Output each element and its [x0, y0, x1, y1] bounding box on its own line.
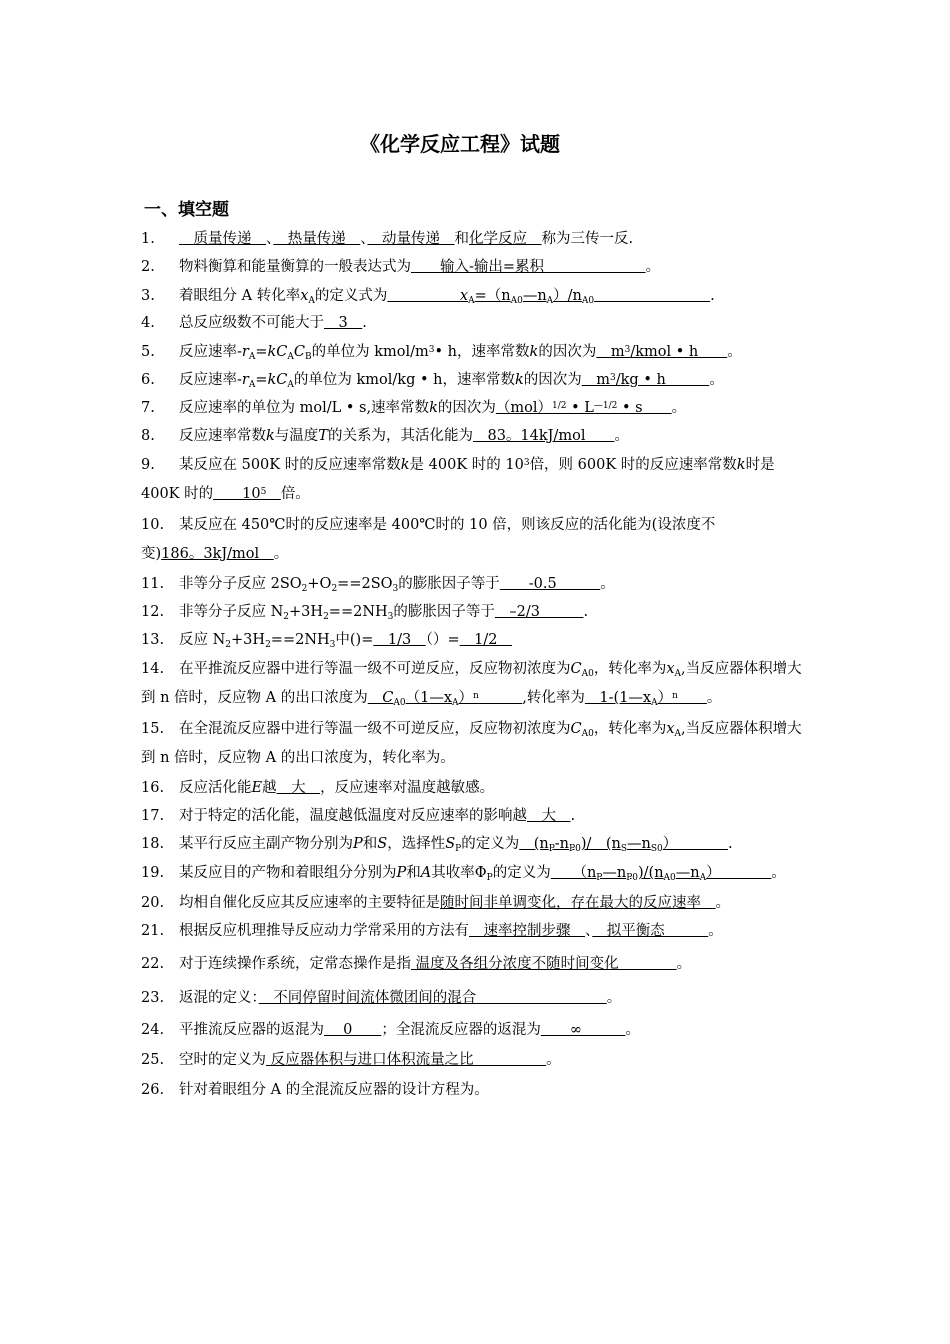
question-1 — [141, 226, 809, 252]
question-text: ==2SO — [337, 576, 393, 592]
variable: r — [241, 344, 249, 360]
question-text: （）= — [425, 632, 460, 648]
variable: E — [251, 780, 263, 796]
superscript: n — [473, 691, 479, 701]
answer-text: （n — [550, 865, 597, 881]
subscript: A0 — [663, 873, 676, 883]
question-text: +3H — [231, 632, 266, 648]
answer-text: ）/n — [553, 288, 582, 304]
question-25 — [141, 1047, 809, 1073]
answer-text: （mol） — [495, 400, 552, 416]
variable: C — [570, 721, 582, 737]
question-text: 的因次为 — [437, 400, 496, 416]
question-text: 。 — [625, 1022, 640, 1038]
answer-blank — [213, 486, 281, 502]
subscript: A — [546, 296, 554, 306]
answer-text: m — [581, 372, 611, 388]
question-text: 反应速率- — [179, 344, 242, 360]
question-text: 的膨胀因子等于 — [398, 576, 500, 592]
variable: k — [514, 372, 524, 388]
subscript: A — [468, 296, 475, 306]
question-text: ，反应速率对温度越敏感。 — [320, 780, 495, 796]
question-16 — [141, 775, 809, 801]
subscript: A — [674, 669, 682, 679]
question-text: 和 — [362, 836, 378, 852]
answer-blank: -0.5 — [499, 576, 601, 592]
question-text: 和 — [406, 865, 421, 881]
answer-text: )/ (n — [580, 836, 621, 852]
answer-text: 10 — [213, 486, 261, 502]
answer-blank — [596, 344, 727, 360]
question-text: ,转化率为 — [522, 690, 585, 706]
question-text: 的单位为 kmol/kg • h，速率常数 — [293, 372, 515, 388]
question-text: 。 — [709, 372, 724, 388]
subscript: P — [486, 873, 493, 883]
superscript: 3 — [428, 345, 435, 355]
answer-blank: 3 — [324, 315, 363, 331]
superscript: n — [672, 691, 678, 701]
question-text: 的关系为，其活化能为 — [327, 428, 473, 444]
subscript: P0 — [569, 844, 581, 854]
answer-text — [594, 288, 710, 304]
superscript: 1/2 — [551, 401, 567, 411]
subscript: P — [596, 873, 603, 883]
answer-blank: 186。3kJ/mol — [161, 546, 274, 562]
question-text: 。 — [671, 400, 687, 416]
answer-text: /kmol • h — [630, 344, 728, 360]
answer-text: ） — [706, 865, 772, 881]
answer-text: m — [596, 344, 625, 360]
question-text: . — [570, 808, 576, 824]
question-text: ==2NH — [328, 604, 388, 620]
question-text: . — [362, 315, 367, 331]
answer-text: ） — [657, 690, 673, 706]
question-text: ，选择性 — [387, 836, 446, 852]
subscript: A — [452, 698, 459, 708]
answer-text: =（n — [474, 288, 511, 304]
question-text: 时是 400K 时的 — [141, 457, 775, 502]
answer-blank — [585, 690, 707, 706]
answer-blank — [368, 690, 523, 706]
answer-blank: ∞ — [540, 1022, 626, 1038]
answer-blank — [387, 288, 710, 304]
question-number: 18. — [141, 836, 165, 852]
answer-text: • L — [566, 400, 594, 416]
question-text: 的定义为 — [461, 836, 520, 852]
question-number: 24. — [141, 1022, 165, 1038]
question-2 — [141, 254, 809, 280]
question-number: 10. — [141, 517, 165, 533]
question-text: 根据反应机理推导反应动力学常采用的方法有 — [179, 923, 469, 939]
question-text: 总反应级数不可能大于 — [179, 315, 324, 331]
answer-blank — [551, 865, 772, 881]
question-text: 。 — [715, 895, 730, 911]
subscript: A0 — [581, 729, 594, 739]
subscript: P — [548, 844, 555, 854]
question-text: 的定义为 — [492, 865, 551, 881]
question-text: 倍，则 600K 时的反应速率常数 — [529, 457, 737, 473]
variable: x — [666, 721, 675, 737]
question-text: 称为三传一反. — [541, 231, 634, 247]
question-text: 的单位为 kmol/m — [311, 344, 429, 360]
answer-text: —n — [602, 865, 627, 881]
question-text: 与温度 — [274, 428, 319, 444]
question-10 — [141, 511, 809, 569]
question-text: 物料衡算和能量衡算的一般表达式为 — [179, 259, 411, 275]
subscript: P0 — [626, 873, 638, 883]
variable: C — [293, 344, 305, 360]
question-21 — [141, 918, 809, 944]
question-text: 某反应在 450℃时的反应速率是 400℃时的 10 倍，则该反应的活化能为(设浓度不变) — [141, 517, 716, 562]
question-text: 中()= — [335, 632, 374, 648]
answer-blank: 温度及各组分浓度不随时间变化 — [411, 956, 677, 972]
subscript: 3 — [329, 640, 336, 650]
document-title: 《化学反应工程》试题 — [360, 132, 560, 156]
question-number: 20. — [141, 895, 165, 911]
variable: k — [429, 400, 438, 416]
question-text: 和 — [454, 231, 469, 247]
answer-blank: 化学反应 — [469, 231, 542, 247]
question-text: 、 — [266, 231, 274, 247]
question-text: = — [255, 372, 268, 388]
answer-text: —n — [522, 288, 547, 304]
question-text: 反应活化能 — [179, 780, 252, 796]
question-3 — [141, 283, 809, 309]
question-7 — [141, 395, 809, 421]
subscript: S0 — [650, 844, 663, 854]
question-13 — [141, 627, 809, 653]
question-text: ，转化率为 — [593, 661, 667, 677]
subscript: 2 — [283, 612, 290, 622]
subscript: A — [248, 380, 256, 390]
question-text: 越 — [262, 780, 277, 796]
question-text: 。 — [676, 956, 692, 972]
question-text: ,当反应器体积增大到 n 倍时，反应物 A 的出口浓度为，转化率为。 — [141, 721, 802, 766]
answer-blank: –2/3 — [494, 604, 584, 620]
answer-text: x — [387, 288, 469, 304]
answer-blank: 输入-输出=累积 — [411, 259, 646, 275]
question-8 — [141, 423, 809, 449]
subscript: S — [620, 844, 628, 854]
variable: r — [241, 372, 249, 388]
question-11 — [141, 571, 809, 597]
variable: k — [266, 428, 275, 444]
question-text: 的定义式为 — [314, 288, 388, 304]
question-23 — [141, 985, 809, 1011]
variable: S — [445, 836, 456, 852]
superscript: 3 — [624, 345, 631, 355]
question-text: ，转化率为 — [593, 721, 667, 737]
answer-blank — [496, 400, 672, 416]
question-6 — [141, 367, 809, 393]
subscript: A — [287, 380, 294, 390]
question-number: 7. — [141, 400, 155, 416]
subscript: 2 — [331, 584, 338, 594]
question-number: 17. — [141, 808, 165, 824]
subscript: B — [305, 352, 312, 362]
superscript: 3 — [523, 458, 530, 468]
question-text: 。 — [708, 923, 723, 939]
answer-text: ） — [458, 690, 473, 706]
question-18 — [141, 831, 809, 857]
subscript: 2 — [323, 612, 329, 622]
question-text: 在平推流反应器中进行等温一级不可逆反应，反应物初浓度为 — [179, 661, 571, 677]
superscript: 5 — [260, 487, 267, 497]
question-number: 14. — [141, 661, 165, 677]
question-14 — [141, 655, 809, 713]
question-text: 。 — [606, 990, 622, 1006]
question-text: . — [728, 836, 733, 852]
question-number: 4. — [141, 315, 155, 331]
answer-blank: 1/2 — [459, 632, 512, 648]
superscript: —1/2 — [593, 401, 618, 411]
question-number: 6. — [141, 372, 155, 388]
question-number: 3. — [141, 288, 155, 304]
question-text: 反应速率- — [179, 372, 242, 388]
question-text: 。 — [706, 690, 722, 706]
subscript: 2 — [265, 640, 271, 650]
answer-text: )/ — [638, 865, 649, 881]
question-text: 返混的定义： — [179, 990, 259, 1006]
question-number: 26. — [141, 1082, 165, 1098]
question-number: 13. — [141, 632, 165, 648]
question-text: 。 — [727, 344, 742, 360]
subscript: A — [308, 296, 315, 306]
answer-blank: 反应器体积与进口体积流量之比 — [266, 1052, 547, 1068]
answer-text: ） — [662, 836, 729, 852]
question-text: ,当反应器体积增大到 n 倍时，反应物 A 的出口浓度为 — [141, 661, 802, 706]
question-number: 23. — [141, 990, 165, 1006]
variable: kC — [267, 372, 288, 388]
answer-blank: 热量传递 — [273, 231, 361, 247]
question-text: 非等分子反应 N — [179, 604, 284, 620]
answer-text: —n — [675, 865, 700, 881]
answer-text: • s — [617, 400, 672, 416]
answer-text — [266, 486, 281, 502]
question-text: 。 — [614, 428, 629, 444]
answer-text: (n — [519, 836, 549, 852]
question-text: +3H — [289, 604, 324, 620]
question-number: 11. — [141, 576, 165, 592]
question-text: 反应 N — [179, 632, 226, 648]
question-22 — [141, 951, 809, 977]
question-text: 反应速率的单位为 mol/L • s,速率常数 — [179, 400, 430, 416]
question-text: 。 — [546, 1052, 561, 1068]
subscript: A — [651, 698, 658, 708]
answer-blank: 质量传递 — [179, 231, 266, 247]
answer-text — [479, 690, 523, 706]
question-24 — [141, 1017, 809, 1043]
question-text: 着眼组分 A 转化率 — [179, 288, 301, 304]
subscript: A — [674, 729, 682, 739]
question-text: . — [583, 604, 589, 620]
question-9 — [141, 451, 809, 509]
answer-blank — [582, 372, 710, 388]
subscript: 3 — [392, 584, 399, 594]
question-text: 反应速率常数 — [179, 428, 266, 444]
superscript: 3 — [610, 373, 616, 383]
question-text: 。 — [600, 576, 615, 592]
question-text: 是 400K 时的 10 — [409, 457, 524, 473]
question-number: 16. — [141, 780, 165, 796]
answer-blank: 随时间非单调变化，存在最大的反应速率 — [440, 895, 716, 911]
question-number: 15. — [141, 721, 165, 737]
variable: k — [400, 457, 410, 473]
question-number: 2. — [141, 259, 155, 275]
question-text: 在全混流反应器中进行等温一级不可逆反应，反应物初浓度为 — [179, 721, 571, 737]
answer-text: C — [367, 690, 394, 706]
question-text: +O — [307, 576, 332, 592]
question-number: 21. — [141, 923, 165, 939]
subscript: A0 — [581, 669, 594, 679]
subscript: P — [455, 844, 462, 854]
question-text: 。 — [771, 865, 786, 881]
answer-blank: 83。14kJ/mol — [472, 428, 615, 444]
answer-text: -n — [554, 836, 570, 852]
answer-blank: 大 — [527, 808, 571, 824]
question-text: 对于连续操作系统，定常态操作是指 — [179, 956, 411, 972]
question-17 — [141, 803, 809, 829]
question-text: 。 — [645, 259, 661, 275]
answer-blank: 1/3 — [373, 632, 426, 648]
question-text: 、 — [585, 923, 593, 939]
answer-text: /kg • h — [615, 372, 710, 388]
question-text: = — [255, 344, 268, 360]
question-text: 均相自催化反应其反应速率的主要特征是 — [179, 895, 440, 911]
variable: P — [396, 865, 407, 881]
question-number: 22. — [141, 956, 165, 972]
variable: S — [377, 836, 388, 852]
answer-blank: 速率控制步骤 — [469, 923, 585, 939]
variable: k — [529, 344, 539, 360]
subscript: 2 — [301, 584, 308, 594]
question-text: 倍。 — [280, 486, 310, 502]
section-heading: 一、填空题 — [144, 200, 229, 220]
answer-blank: 大 — [276, 780, 321, 796]
subscript: 3 — [387, 612, 394, 622]
question-number: 12. — [141, 604, 165, 620]
question-15 — [141, 715, 809, 773]
answer-text — [678, 690, 707, 706]
answer-blank: 0 — [324, 1022, 382, 1038]
answer-blank: 不同停留时间流体微团间的混合 — [258, 990, 607, 1006]
question-5 — [141, 339, 809, 365]
question-text: 的因次为 — [523, 372, 582, 388]
question-number: 8. — [141, 428, 155, 444]
answer-blank: 动量传递 — [367, 231, 455, 247]
variable: A — [420, 865, 432, 881]
question-number: 25. — [141, 1052, 165, 1068]
answer-text: 1-(1—x — [584, 690, 652, 706]
question-text: ；全混流反应器的返混为 — [381, 1022, 541, 1038]
question-text: 某平行反应主副产物分别为 — [179, 836, 353, 852]
answer-text: （1—x — [405, 690, 452, 706]
question-text: 的膨胀因子等于 — [393, 604, 495, 620]
question-text: 某反应目的产物和着眼组分分别为 — [179, 865, 397, 881]
question-text: 针对着眼组分 A 的全混流反应器的设计方程为。 — [179, 1082, 489, 1098]
variable: kC — [267, 344, 288, 360]
question-number: 19. — [141, 865, 165, 881]
subscript: A0 — [510, 296, 523, 306]
question-text: 其收率Φ — [431, 865, 487, 881]
variable: x — [666, 661, 675, 677]
answer-text: (n — [648, 865, 664, 881]
question-text: 的因次为 — [538, 344, 597, 360]
variable: C — [570, 661, 582, 677]
answer-blank: 拟平衡态 — [592, 923, 709, 939]
question-number: 9. — [141, 457, 155, 473]
subscript: 2 — [225, 640, 232, 650]
variable: T — [318, 428, 328, 444]
answer-text: —n — [627, 836, 651, 852]
question-text: 空时的定义为 — [179, 1052, 266, 1068]
subscript: A — [699, 873, 707, 883]
question-text: 非等分子反应 2SO — [179, 576, 302, 592]
subscript: A — [248, 352, 256, 362]
question-number: 5. — [141, 344, 155, 360]
variable: k — [736, 457, 746, 473]
question-12 — [141, 599, 809, 625]
subscript: A0 — [393, 698, 406, 708]
question-20 — [141, 890, 809, 916]
question-text: 、 — [360, 231, 368, 247]
question-text: 。 — [273, 546, 289, 562]
question-4 — [141, 310, 809, 336]
subscript: A — [287, 352, 294, 362]
question-number: 1. — [141, 231, 155, 247]
question-text: ==2NH — [270, 632, 330, 648]
question-text: 平推流反应器的返混为 — [179, 1022, 324, 1038]
question-list — [141, 226, 809, 1098]
question-text: 对于特定的活化能，温度越低温度对反应速率的影响越 — [179, 808, 527, 824]
question-text: • h，速率常数 — [434, 344, 530, 360]
subscript: A0 — [581, 296, 595, 306]
variable: P — [353, 836, 363, 852]
question-19 — [141, 859, 809, 888]
answer-blank — [519, 836, 728, 852]
question-text: . — [710, 288, 715, 304]
question-text: 某反应在 500K 时的反应速率常数 — [179, 457, 401, 473]
question-26 — [141, 1077, 809, 1103]
variable: x — [300, 288, 309, 304]
